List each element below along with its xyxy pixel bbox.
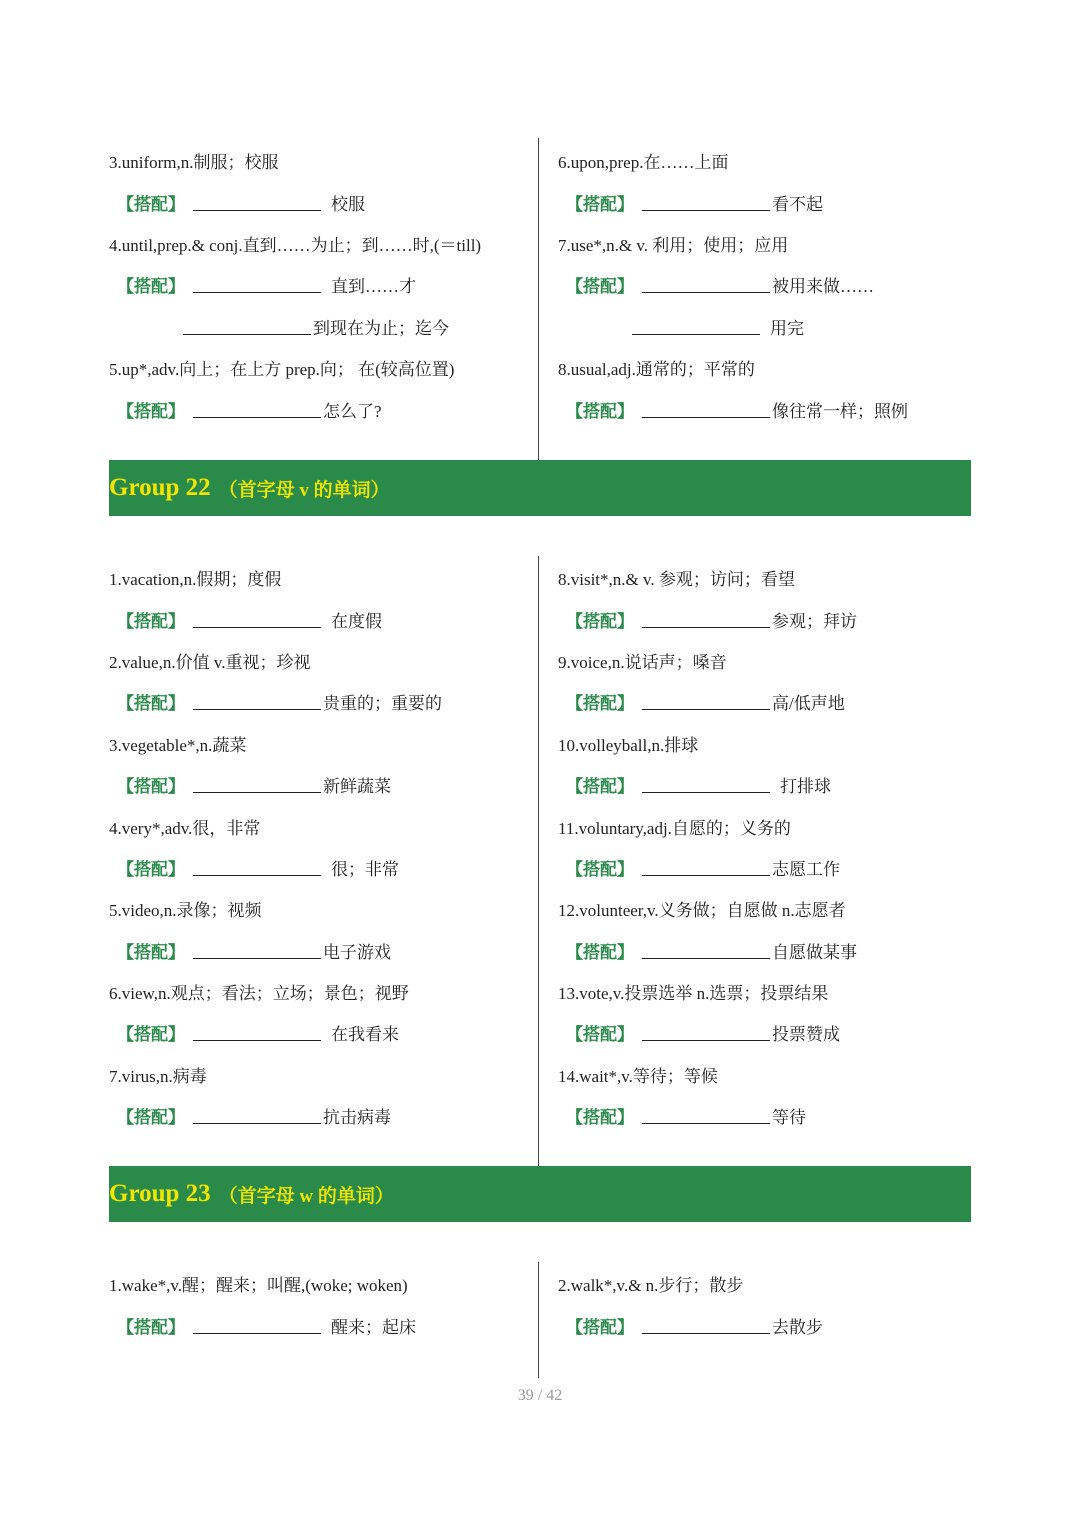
group-22-header — [109, 460, 971, 516]
vocab-entry: 2.value,n.价值 v.重视；珍视 — [109, 652, 311, 672]
fill-in-blank[interactable] — [193, 1024, 321, 1041]
collocation-tag: 【搭配】 — [566, 277, 634, 297]
vocab-entry: 3.uniform,n.制服；校服 — [109, 153, 279, 173]
fill-in-blank[interactable] — [642, 1024, 770, 1041]
collocation-row — [109, 847, 529, 888]
collocation-row — [558, 681, 978, 722]
collocation-tag: 【搭配】 — [117, 1108, 185, 1128]
column-divider — [538, 556, 539, 1166]
collocation-tag: 【搭配】 — [117, 1317, 185, 1337]
vocab-entry: 4.very*,adv.很，非常 — [109, 818, 261, 838]
collocation-tag: 【搭配】 — [566, 694, 634, 714]
collocation-meaning: 高/低声地 — [772, 694, 845, 714]
collocation-meaning: 打排球 — [780, 777, 831, 797]
fill-in-blank[interactable] — [642, 194, 770, 211]
collocation-meaning: 在我看来 — [331, 1025, 399, 1045]
collocation-row — [109, 264, 529, 305]
collocation-row — [109, 681, 529, 722]
fill-in-blank[interactable] — [183, 318, 311, 335]
collocation-row — [558, 930, 978, 971]
vocab-entry: 1.vacation,n.假期；度假 — [109, 570, 282, 590]
collocation-meaning: 校服 — [331, 194, 365, 214]
collocation-row — [558, 388, 978, 429]
collocation-tag: 【搭配】 — [566, 194, 634, 214]
collocation-row — [109, 1012, 529, 1053]
page-number: 39 / 42 — [517, 1387, 563, 1404]
collocation-meaning: 自愿做某事 — [772, 942, 857, 962]
collocation-tag: 【搭配】 — [566, 1317, 634, 1337]
collocation-row — [109, 764, 529, 805]
collocation-row — [558, 598, 978, 639]
vocab-entry: 5.up*,adv.向上；在上方 prep.向； 在(较高位置) — [109, 360, 455, 380]
vocab-entry: 11.voluntary,adj.自愿的；义务的 — [558, 818, 791, 838]
collocation-tag: 【搭配】 — [566, 777, 634, 797]
collocation-tag: 【搭配】 — [117, 1025, 185, 1045]
collocation-row — [558, 264, 978, 305]
collocation-tag: 【搭配】 — [117, 401, 185, 421]
collocation-row — [558, 1012, 978, 1053]
fill-in-blank[interactable] — [193, 693, 321, 710]
collocation-tag: 【搭配】 — [566, 401, 634, 421]
fill-in-blank[interactable] — [193, 611, 321, 628]
collocation-row — [109, 1095, 529, 1136]
vocab-entry: 3.vegetable*,n.蔬菜 — [109, 735, 247, 755]
collocation-meaning: 志愿工作 — [772, 859, 840, 879]
vocab-entry: 6.view,n.观点；看法；立场；景色；视野 — [109, 984, 409, 1004]
collocation-tag: 【搭配】 — [566, 1025, 634, 1045]
collocation-meaning: 醒来；起床 — [331, 1317, 416, 1337]
vocab-entry: 1.wake*,v.醒；醒来；叫醒,(woke; woken) — [109, 1276, 408, 1296]
section-0-right — [558, 140, 978, 430]
collocation-tag: 【搭配】 — [117, 859, 185, 879]
collocation-tag: 【搭配】 — [566, 859, 634, 879]
vocab-entry: 5.video,n.录像；视频 — [109, 901, 262, 921]
group-title: Group 23 — [109, 1180, 211, 1207]
vocab-entry: 12.volunteer,v.义务做；自愿做 n.志愿者 — [558, 901, 846, 921]
column-divider — [538, 138, 539, 460]
section-1-right — [558, 557, 978, 1136]
collocation-meaning: 用完 — [770, 318, 804, 338]
collocation-row — [109, 930, 529, 971]
column-divider — [538, 1262, 539, 1378]
group-note: （首字母 w 的单词） — [218, 1185, 394, 1207]
fill-in-blank[interactable] — [193, 194, 321, 211]
group-note: （首字母 v 的单词） — [218, 479, 390, 501]
collocation-meaning: 电子游戏 — [323, 942, 391, 962]
collocation-row — [558, 181, 978, 222]
collocation-row — [109, 598, 529, 639]
vocab-entry: 6.upon,prep.在……上面 — [558, 153, 729, 173]
vocab-entry: 10.volleyball,n.排球 — [558, 735, 699, 755]
collocation-row — [558, 306, 978, 347]
collocation-row — [109, 388, 529, 429]
collocation-tag: 【搭配】 — [117, 194, 185, 214]
vocab-entry: 8.usual,adj.通常的；平常的 — [558, 360, 755, 380]
collocation-row — [109, 306, 529, 347]
section-2-left — [109, 1263, 529, 1346]
collocation-tag: 【搭配】 — [117, 611, 185, 631]
fill-in-blank[interactable] — [193, 1107, 321, 1124]
fill-in-blank[interactable] — [193, 401, 321, 418]
collocation-row — [558, 1095, 978, 1136]
fill-in-blank[interactable] — [642, 401, 770, 418]
section-1-left — [109, 557, 529, 1136]
vocab-entry: 9.voice,n.说话声；嗓音 — [558, 652, 727, 672]
fill-in-blank[interactable] — [642, 776, 770, 793]
fill-in-blank[interactable] — [642, 1107, 770, 1124]
fill-in-blank[interactable] — [642, 611, 770, 628]
collocation-meaning: 直到……才 — [331, 277, 416, 297]
vocab-entry: 14.wait*,v.等待；等候 — [558, 1066, 718, 1086]
group-23-header — [109, 1166, 971, 1222]
collocation-tag: 【搭配】 — [117, 777, 185, 797]
collocation-meaning: 去散步 — [772, 1317, 823, 1337]
collocation-tag: 【搭配】 — [566, 611, 634, 631]
collocation-row — [109, 1304, 529, 1345]
collocation-meaning: 看不起 — [772, 194, 823, 214]
collocation-tag: 【搭配】 — [566, 942, 634, 962]
collocation-meaning: 抗击病毒 — [323, 1108, 391, 1128]
collocation-row — [558, 847, 978, 888]
fill-in-blank[interactable] — [642, 942, 770, 959]
collocation-meaning: 到现在为止；迄今 — [313, 318, 449, 338]
fill-in-blank[interactable] — [193, 1317, 321, 1334]
fill-in-blank[interactable] — [642, 693, 770, 710]
collocation-meaning: 等待 — [772, 1108, 806, 1128]
group-title: Group 22 — [109, 474, 211, 501]
section-2-right — [558, 1263, 978, 1346]
fill-in-blank[interactable] — [642, 859, 770, 876]
section-0-left — [109, 140, 529, 430]
fill-in-blank[interactable] — [642, 276, 770, 293]
fill-in-blank[interactable] — [632, 318, 760, 335]
fill-in-blank[interactable] — [193, 859, 321, 876]
fill-in-blank[interactable] — [193, 276, 321, 293]
fill-in-blank[interactable] — [642, 1317, 770, 1334]
collocation-meaning: 很；非常 — [331, 859, 399, 879]
collocation-meaning: 怎么了? — [323, 401, 382, 421]
collocation-tag: 【搭配】 — [117, 694, 185, 714]
collocation-meaning: 投票赞成 — [772, 1025, 840, 1045]
vocab-entry: 8.visit*,n.& v. 参观；访问；看望 — [558, 570, 795, 590]
collocation-tag: 【搭配】 — [566, 1108, 634, 1128]
vocab-entry: 7.virus,n.病毒 — [109, 1066, 207, 1086]
collocation-meaning: 像往常一样；照例 — [772, 401, 908, 421]
collocation-row — [558, 764, 978, 805]
collocation-tag: 【搭配】 — [117, 942, 185, 962]
fill-in-blank[interactable] — [193, 942, 321, 959]
collocation-row — [558, 1304, 978, 1345]
collocation-meaning: 新鲜蔬菜 — [323, 777, 391, 797]
collocation-meaning: 参观；拜访 — [772, 611, 857, 631]
collocation-tag: 【搭配】 — [117, 277, 185, 297]
vocab-entry: 2.walk*,v.& n.步行；散步 — [558, 1276, 744, 1296]
vocab-entry: 13.vote,v.投票选举 n.选票；投票结果 — [558, 984, 829, 1004]
collocation-meaning: 在度假 — [331, 611, 382, 631]
collocation-meaning: 贵重的；重要的 — [323, 694, 442, 714]
collocation-meaning: 被用来做…… — [772, 277, 874, 297]
vocab-entry: 4.until,prep.& conj.直到……为止；到……时,(＝till) — [109, 235, 482, 255]
collocation-row — [109, 181, 529, 222]
fill-in-blank[interactable] — [193, 776, 321, 793]
vocab-entry: 7.use*,n.& v. 利用；使用；应用 — [558, 235, 789, 255]
